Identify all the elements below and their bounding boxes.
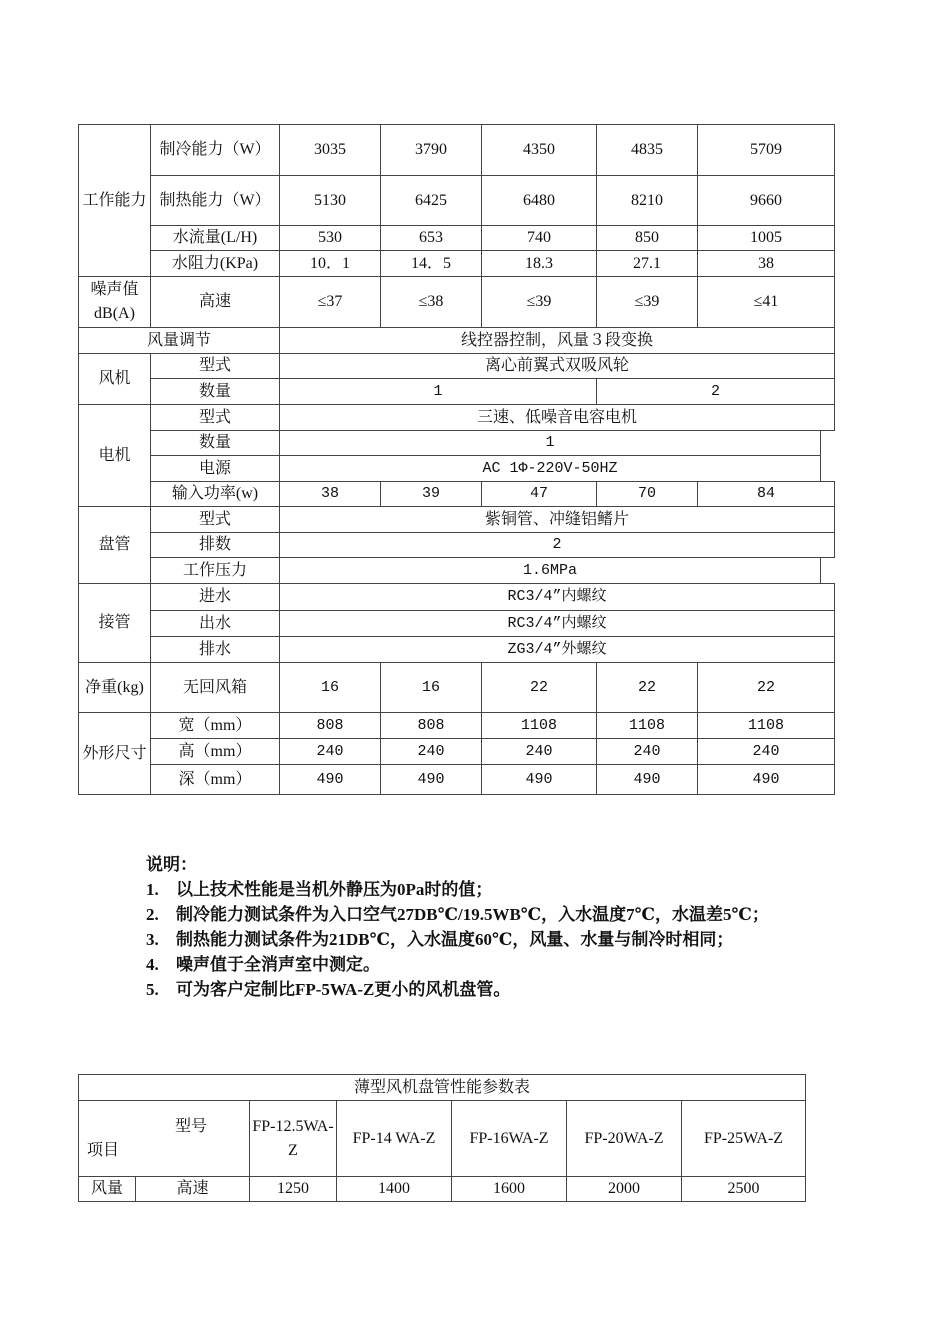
group-airflow: 风量 bbox=[79, 1177, 136, 1202]
thin-table-title: 薄型风机盘管性能参数表 bbox=[79, 1075, 806, 1101]
group-fan: 风机 bbox=[79, 354, 151, 405]
label-motor-power: 电源 bbox=[151, 456, 280, 482]
cell: 70 bbox=[597, 482, 698, 507]
label-fan-qty: 数量 bbox=[151, 379, 280, 405]
label-water-resistance: 水阻力(KPa) bbox=[151, 251, 280, 277]
cell: 240 bbox=[482, 739, 597, 765]
row-water-resistance bbox=[79, 251, 835, 277]
thin-header-row bbox=[79, 1101, 806, 1177]
model-label: 型号 bbox=[175, 1118, 208, 1135]
label-dims-depth: 深（mm） bbox=[151, 765, 280, 795]
cell: 8210 bbox=[597, 176, 698, 226]
spec-table bbox=[78, 124, 835, 795]
row-motor-power bbox=[79, 456, 835, 482]
cell: 2000 bbox=[567, 1177, 682, 1202]
label-airflow-adjust: 风量调节 bbox=[79, 328, 280, 354]
cell: 1005 bbox=[698, 226, 835, 251]
cell: 5709 bbox=[698, 125, 835, 176]
cell: 离心前翼式双吸风轮 bbox=[280, 354, 835, 379]
note-text: 可为客户定制比FP-5WA-Z更小的风机盘管。 bbox=[176, 980, 511, 999]
model-header: FP-14 WA-Z bbox=[337, 1101, 452, 1177]
row-dims-width bbox=[79, 713, 835, 739]
notes-title: 说明： bbox=[146, 855, 197, 874]
cell: 38 bbox=[698, 251, 835, 277]
row-motor-type bbox=[79, 405, 835, 431]
row-cooling bbox=[79, 125, 835, 176]
cell: 3035 bbox=[280, 125, 381, 176]
cell: 808 bbox=[280, 713, 381, 739]
cell: 16 bbox=[381, 663, 482, 713]
cell: 47 bbox=[482, 482, 597, 507]
cell: 14．5 bbox=[381, 251, 482, 277]
cell: 1.6MPa bbox=[280, 558, 821, 584]
cell: 1 bbox=[280, 379, 597, 405]
label-pipe-out: 出水 bbox=[151, 611, 280, 637]
label-pipe-drain: 排水 bbox=[151, 637, 280, 663]
cell: 2 bbox=[280, 533, 835, 558]
note-number: 5. bbox=[146, 980, 159, 999]
label-motor-qty: 数量 bbox=[151, 431, 280, 456]
cell: ≤38 bbox=[381, 277, 482, 328]
cell: 27.1 bbox=[597, 251, 698, 277]
label-cooling: 制冷能力（W） bbox=[151, 125, 280, 176]
cell: 38 bbox=[280, 482, 381, 507]
note-item bbox=[146, 952, 816, 977]
note-item bbox=[146, 902, 816, 927]
cell: 10．1 bbox=[280, 251, 381, 277]
label-weight: 无回风箱 bbox=[151, 663, 280, 713]
thin-title-row bbox=[79, 1075, 806, 1101]
cell: 22 bbox=[597, 663, 698, 713]
row-motor-qty bbox=[79, 431, 835, 456]
cell: 6480 bbox=[482, 176, 597, 226]
note-item bbox=[146, 927, 816, 952]
note-number: 3. bbox=[146, 930, 159, 949]
note-text: 制冷能力测试条件为入口空气27DB℃/19.5WB℃，入水温度7℃，水温差5℃； bbox=[176, 905, 769, 924]
cell: 4835 bbox=[597, 125, 698, 176]
cell: ≤37 bbox=[280, 277, 381, 328]
row-fan-qty bbox=[79, 379, 835, 405]
cell: 1600 bbox=[452, 1177, 567, 1202]
label-dims-width: 宽（mm） bbox=[151, 713, 280, 739]
label-motor-input: 输入功率(w) bbox=[151, 482, 280, 507]
thin-airflow-row bbox=[79, 1177, 806, 1202]
cell: 1400 bbox=[337, 1177, 452, 1202]
label-water-flow: 水流量(L/H) bbox=[151, 226, 280, 251]
row-pipe-drain bbox=[79, 637, 835, 663]
cell: 490 bbox=[482, 765, 597, 795]
row-heating bbox=[79, 176, 835, 226]
cell: 490 bbox=[698, 765, 835, 795]
cell: 三速、低噪音电容电机 bbox=[280, 405, 835, 431]
cell: AC 1Φ-220V-50HZ bbox=[280, 456, 821, 482]
cell: 22 bbox=[482, 663, 597, 713]
label-heating: 制热能力（W） bbox=[151, 176, 280, 226]
model-header: FP-16WA-Z bbox=[452, 1101, 567, 1177]
blank bbox=[821, 558, 835, 584]
cell: ≤39 bbox=[482, 277, 597, 328]
group-weight: 净重(kg) bbox=[79, 663, 151, 713]
cell: 653 bbox=[381, 226, 482, 251]
group-motor: 电机 bbox=[79, 405, 151, 507]
model-header: FP-25WA-Z bbox=[682, 1101, 806, 1177]
blank bbox=[821, 431, 835, 456]
cell: RC3/4”内螺纹 bbox=[280, 611, 835, 637]
model-header: FP-20WA-Z bbox=[567, 1101, 682, 1177]
row-water-flow bbox=[79, 226, 835, 251]
cell: 84 bbox=[698, 482, 835, 507]
cell: 240 bbox=[698, 739, 835, 765]
row-coil-pressure bbox=[79, 558, 835, 584]
cell: 紫铜管、冲缝铝鳍片 bbox=[280, 507, 835, 533]
group-noise: 噪声值dB(A) bbox=[79, 277, 151, 328]
label-coil-pressure: 工作压力 bbox=[151, 558, 280, 584]
row-noise bbox=[79, 277, 835, 328]
row-motor-input bbox=[79, 482, 835, 507]
blank bbox=[821, 456, 835, 482]
cell: 240 bbox=[280, 739, 381, 765]
note-number: 2. bbox=[146, 905, 159, 924]
cell: 490 bbox=[381, 765, 482, 795]
row-weight bbox=[79, 663, 835, 713]
row-dims-depth bbox=[79, 765, 835, 795]
cell: 18.3 bbox=[482, 251, 597, 277]
diagonal-header-cell bbox=[79, 1101, 250, 1177]
cell: 线控器控制，风量３段变换 bbox=[280, 328, 835, 354]
row-airflow-adjust bbox=[79, 328, 835, 354]
label-coil-rows: 排数 bbox=[151, 533, 280, 558]
cell: 4350 bbox=[482, 125, 597, 176]
cell: 1 bbox=[280, 431, 821, 456]
cell: 490 bbox=[597, 765, 698, 795]
cell: 530 bbox=[280, 226, 381, 251]
cell: 808 bbox=[381, 713, 482, 739]
cell: 1108 bbox=[698, 713, 835, 739]
row-coil-type bbox=[79, 507, 835, 533]
cell: 2500 bbox=[682, 1177, 806, 1202]
note-text: 噪声值于全消声室中测定。 bbox=[176, 955, 380, 974]
row-coil-rows bbox=[79, 533, 835, 558]
note-number: 4. bbox=[146, 955, 159, 974]
label-noise-high: 高速 bbox=[151, 277, 280, 328]
cell: 240 bbox=[381, 739, 482, 765]
cell: 1108 bbox=[482, 713, 597, 739]
item-label: 项目 bbox=[87, 1142, 120, 1159]
cell: ≤39 bbox=[597, 277, 698, 328]
cell: 1108 bbox=[597, 713, 698, 739]
thin-fan-coil-table bbox=[78, 1074, 806, 1202]
group-pipe: 接管 bbox=[79, 584, 151, 663]
group-dims: 外形尺寸 bbox=[79, 713, 151, 795]
cell: 3790 bbox=[381, 125, 482, 176]
cell: 6425 bbox=[381, 176, 482, 226]
note-number: 1. bbox=[146, 880, 159, 899]
cell: 490 bbox=[280, 765, 381, 795]
cell: ≤41 bbox=[698, 277, 835, 328]
label-coil-type: 型式 bbox=[151, 507, 280, 533]
cell: 2 bbox=[597, 379, 835, 405]
cell: 16 bbox=[280, 663, 381, 713]
label-airflow-high: 高速 bbox=[136, 1177, 250, 1202]
row-fan-type bbox=[79, 354, 835, 379]
cell: 1250 bbox=[250, 1177, 337, 1202]
cell: 39 bbox=[381, 482, 482, 507]
cell: RC3/4”内螺纹 bbox=[280, 584, 835, 611]
cell: 240 bbox=[597, 739, 698, 765]
group-coil: 盘管 bbox=[79, 507, 151, 584]
cell: ZG3/4”外螺纹 bbox=[280, 637, 835, 663]
row-pipe-in bbox=[79, 584, 835, 611]
cell: 5130 bbox=[280, 176, 381, 226]
note-text: 以上技术性能是当机外静压为0Pa时的值； bbox=[176, 880, 493, 899]
group-working-capacity: 工作能力 bbox=[79, 125, 151, 277]
note-text: 制热能力测试条件为21DB℃，入水温度60℃，风量、水量与制冷时相同； bbox=[176, 930, 734, 949]
cell: 740 bbox=[482, 226, 597, 251]
label-fan-type: 型式 bbox=[151, 354, 280, 379]
note-item bbox=[146, 977, 816, 1002]
cell: 22 bbox=[698, 663, 835, 713]
notes-section bbox=[146, 852, 816, 1002]
row-pipe-out bbox=[79, 611, 835, 637]
cell: 9660 bbox=[698, 176, 835, 226]
cell: 850 bbox=[597, 226, 698, 251]
label-pipe-in: 进水 bbox=[151, 584, 280, 611]
label-motor-type: 型式 bbox=[151, 405, 280, 431]
model-header: FP-12.5WA-Z bbox=[250, 1101, 337, 1177]
note-item bbox=[146, 877, 816, 902]
label-dims-height: 高（mm） bbox=[151, 739, 280, 765]
row-dims-height bbox=[79, 739, 835, 765]
